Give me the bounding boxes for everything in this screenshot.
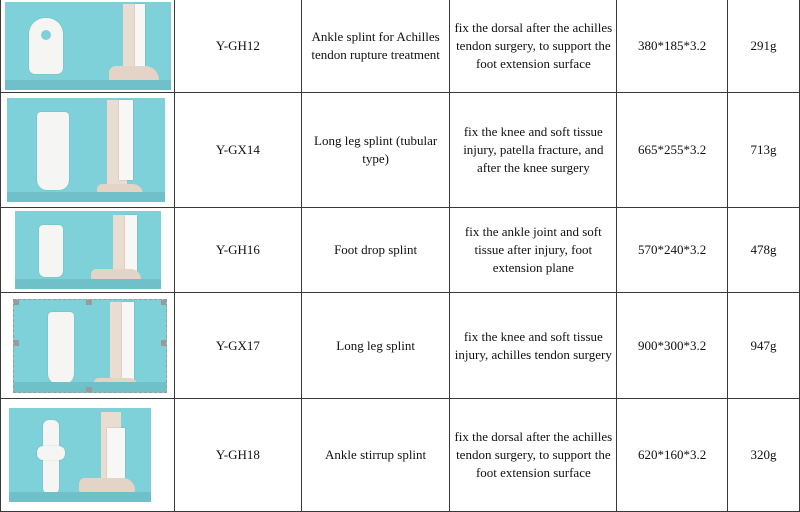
ankle-splint-photo [5, 2, 171, 90]
product-description: fix the ankle joint and soft tissue after injury, foot extension plane [450, 208, 617, 293]
table-row [1, 0, 800, 93]
product-name: Ankle splint for Achilles tendon rupture treatment [301, 0, 450, 93]
product-image-cell [1, 0, 175, 93]
worn-splint-shape [125, 215, 137, 271]
splint-plate-shape [29, 18, 63, 74]
product-dimensions: 900*300*3.2 [617, 293, 728, 399]
product-name: Foot drop splint [301, 208, 450, 293]
product-name: Long leg splint [301, 293, 450, 399]
resize-handle-icon[interactable] [161, 340, 167, 346]
product-image-cell [1, 399, 175, 512]
product-weight: 320g [728, 399, 800, 512]
product-dimensions: 380*185*3.2 [617, 0, 728, 93]
floor-shape [9, 492, 151, 502]
floor-shape [7, 192, 165, 202]
ankle-stirrup-splint-photo [9, 408, 151, 502]
table-row [1, 293, 800, 399]
product-image-cell [1, 93, 175, 208]
product-dimensions: 570*240*3.2 [617, 208, 728, 293]
table-row [1, 399, 800, 512]
long-leg-splint-photo [13, 299, 167, 393]
resize-handle-icon[interactable] [86, 387, 92, 393]
product-weight: 478g [728, 208, 800, 293]
table-row [1, 93, 800, 208]
product-code: Y-GH16 [174, 208, 301, 293]
product-description: fix the knee and soft tissue injury, patella fracture, and after the knee surgery [450, 93, 617, 208]
product-code: Y-GH12 [174, 0, 301, 93]
product-name: Long leg splint (tubular type) [301, 93, 450, 208]
table-row [1, 208, 800, 293]
foot-shape [79, 478, 135, 492]
product-weight: 291g [728, 0, 800, 93]
product-code: Y-GH18 [174, 399, 301, 512]
splint-plate-shape [37, 112, 69, 190]
worn-splint-shape [107, 428, 125, 478]
splint-plate-shape [37, 446, 65, 460]
product-description: fix the knee and soft tissue injury, achilles tendon surgery [450, 293, 617, 399]
product-image-cell [1, 208, 175, 293]
resize-handle-icon[interactable] [86, 299, 92, 305]
splint-plate-shape [39, 225, 63, 277]
product-code: Y-GX14 [174, 93, 301, 208]
worn-splint-shape [119, 100, 133, 180]
resize-handle-icon[interactable] [161, 299, 167, 305]
product-code: Y-GX17 [174, 293, 301, 399]
floor-shape [15, 279, 161, 289]
plate-cutout [41, 30, 51, 40]
foot-drop-splint-photo [15, 211, 161, 289]
floor-shape [5, 80, 171, 90]
resize-handle-icon[interactable] [13, 299, 19, 305]
worn-splint-shape [135, 4, 145, 70]
product-weight: 947g [728, 293, 800, 399]
product-image-cell [1, 293, 175, 399]
splint-plate-shape [48, 312, 74, 384]
long-leg-splint-tubular-photo [7, 98, 165, 202]
product-description: fix the dorsal after the achilles tendon surgery, to support the foot extension surface [450, 399, 617, 512]
worn-splint-shape [122, 302, 134, 380]
product-dimensions: 665*255*3.2 [617, 93, 728, 208]
product-name: Ankle stirrup splint [301, 399, 450, 512]
product-description: fix the dorsal after the achilles tendon surgery, to support the foot extension surface [450, 0, 617, 93]
product-weight: 713g [728, 93, 800, 208]
product-dimensions: 620*160*3.2 [617, 399, 728, 512]
resize-handle-icon[interactable] [13, 340, 19, 346]
